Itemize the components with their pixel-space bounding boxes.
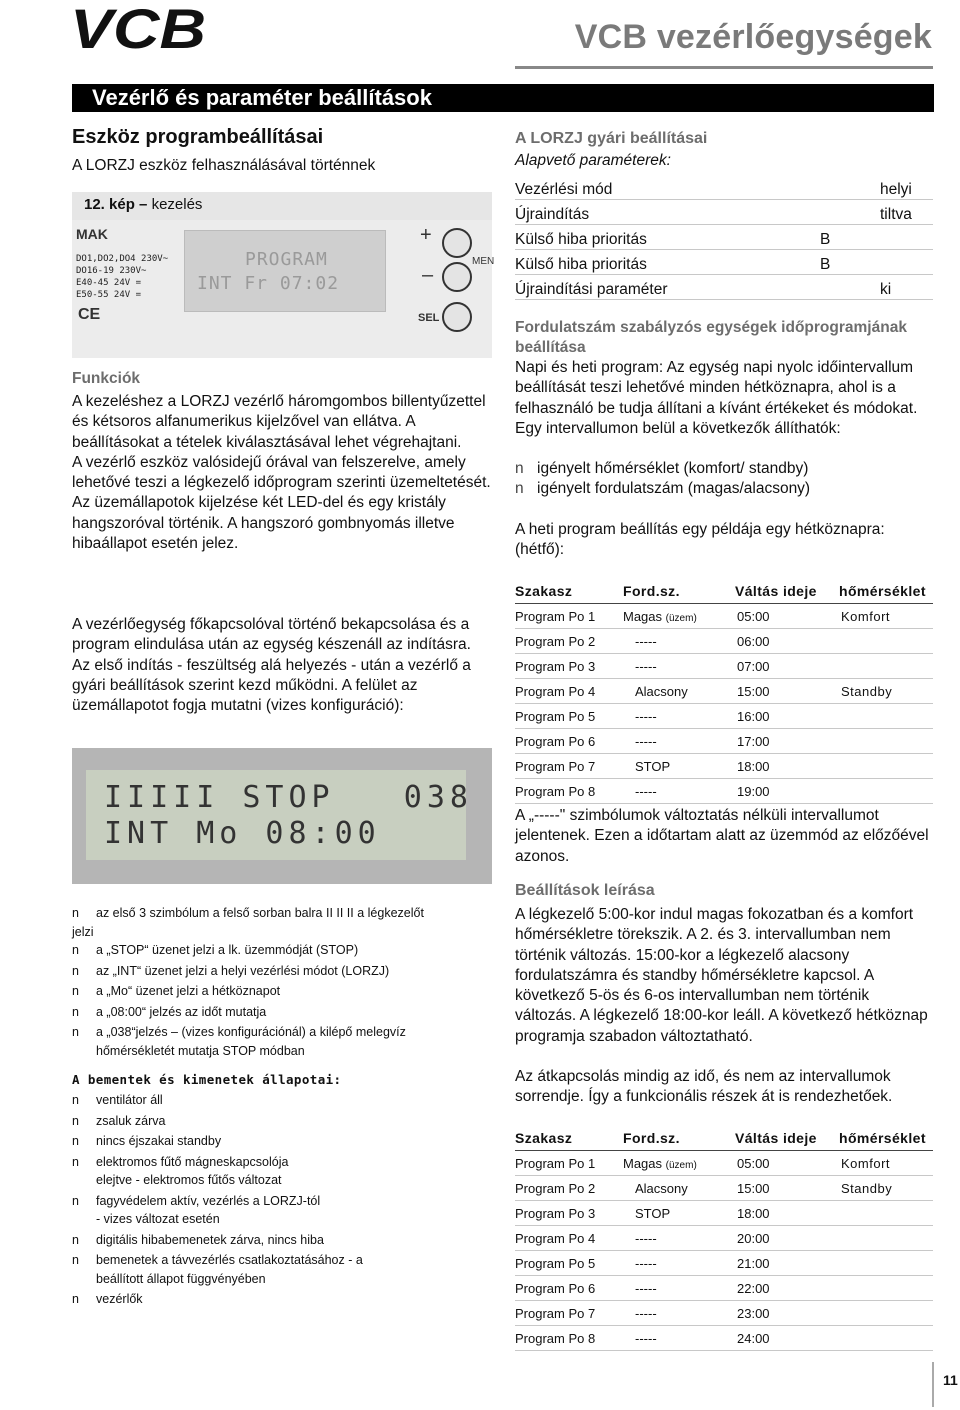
controller-panel xyxy=(72,220,495,358)
column-header: Váltás ideje xyxy=(735,579,839,604)
cell-hom xyxy=(839,1251,933,1276)
cell-szakasz: Program Po 7 xyxy=(515,1301,623,1326)
param-name: Újraindítási paraméter xyxy=(515,275,820,300)
cell-ford xyxy=(623,629,735,654)
ford-value: ----- xyxy=(635,1280,657,1296)
desc-para-2: Az átkapcsolás mindig az idő, és nem az intervallumok sorrendje. Így a funkcionális részek át is rendezhetőek. xyxy=(515,1068,893,1106)
ford-note: (üzem) xyxy=(665,612,697,624)
cell-szakasz: Program Po 5 xyxy=(515,704,623,729)
sel-button[interactable] xyxy=(442,302,472,332)
list-item: n elektromos fűtő mágneskapcsolója xyxy=(72,1153,492,1172)
table-row xyxy=(515,175,933,200)
menu-label: MEN xyxy=(472,256,495,267)
ford-value: ----- xyxy=(635,708,657,724)
list-item: n a „08:00“ jelzés az időt mutatja xyxy=(72,1003,492,1022)
table-row xyxy=(515,704,933,729)
funkciok-para: A kezeléshez a LORZJ vezérlő háromgombos billentyűzettel és kétsoros alfanumerikus kijelzővel van ellátva. A beállításokat a tételek kiválasztásával lehet végrehajtani. xyxy=(72,393,486,451)
cell-ford xyxy=(623,754,735,779)
cell-hom xyxy=(839,1326,933,1351)
cell-ford xyxy=(623,1301,735,1326)
bullet-marker: n xyxy=(72,1113,79,1128)
small-lcd xyxy=(184,230,386,312)
cell-ford xyxy=(623,704,735,729)
cell-ford xyxy=(623,729,735,754)
vcb-logo xyxy=(70,0,210,60)
lcd-bullets xyxy=(72,904,492,1060)
ford-value: STOP xyxy=(635,1205,671,1221)
ford-value: ----- xyxy=(635,733,657,749)
header-rule xyxy=(515,66,933,69)
cell-ford xyxy=(623,1326,735,1351)
table-row xyxy=(515,250,933,275)
param-value: ki xyxy=(880,275,933,300)
list-item: n vezérlők xyxy=(72,1290,492,1309)
spec-line: DO1,DO2,DO4 230V~ xyxy=(76,254,169,264)
brand-fragment: MAK xyxy=(76,226,108,242)
table-row xyxy=(515,1251,933,1276)
param-mid: B xyxy=(820,225,880,250)
cell-ford xyxy=(623,1151,735,1176)
cell-hom xyxy=(839,779,933,804)
table-header-row xyxy=(515,579,933,604)
table-row xyxy=(515,1201,933,1226)
lcd-line1: IIIII STOP 038 xyxy=(104,780,473,815)
cell-ido: 18:00 xyxy=(735,1201,839,1226)
table-row xyxy=(515,1276,933,1301)
desc-title: Beállítások leírása xyxy=(515,882,655,899)
param-mid: B xyxy=(820,250,880,275)
cell-szakasz: Program Po 8 xyxy=(515,1326,623,1351)
param-value xyxy=(880,225,933,250)
table-row xyxy=(515,729,933,754)
cell-szakasz: Program Po 4 xyxy=(515,679,623,704)
cell-szakasz: Program Po 4 xyxy=(515,1226,623,1251)
cell-hom xyxy=(839,729,933,754)
left-heading: Eszköz programbeállításai xyxy=(72,126,324,148)
cell-ford xyxy=(623,1276,735,1301)
cell-ido: 07:00 xyxy=(735,654,839,679)
cell-ford xyxy=(623,1226,735,1251)
factory-title: A LORZJ gyári beállításai xyxy=(515,130,708,147)
desc-para-1: A légkezelő 5:00-kor indul magas fokozatban és a komfort hőmérsékletre törekszik. A 2. és 3. intervallumban nem történik változás. 15:00-kor a légkezelő alacsony fordulatszámra és standby hőmérsékletre kapcsol. A következő 5-ös és 6-os intervallumban nem történik változás. A légkezelő 18:00-kor leáll. A következő hétköznap programja szabadon változtatható. xyxy=(515,906,928,1045)
bullet-marker: n xyxy=(72,1292,79,1306)
table-row xyxy=(515,200,933,225)
table-row xyxy=(515,1151,933,1176)
ford-value: Alacsony xyxy=(635,683,688,699)
ford-value: Alacsony xyxy=(635,1180,688,1196)
cell-ido: 16:00 xyxy=(735,704,839,729)
bullet-marker: n xyxy=(72,943,79,957)
bullet-marker: n xyxy=(72,1004,79,1019)
param-name: Külső hiba prioritás xyxy=(515,250,820,275)
ford-note: (üzem) xyxy=(665,1159,697,1171)
cell-ido: 05:00 xyxy=(735,604,839,629)
cell-ford xyxy=(623,679,735,704)
cell-szakasz: Program Po 5 xyxy=(515,1251,623,1276)
figure-caption-num: 12. kép xyxy=(84,196,135,213)
param-value xyxy=(880,250,933,275)
lcd-display-figure xyxy=(72,748,492,884)
ford-value: ----- xyxy=(635,1255,657,1271)
sel-label: SEL xyxy=(418,312,440,324)
cell-szakasz: Program Po 6 xyxy=(515,729,623,754)
cell-ido: 21:00 xyxy=(735,1251,839,1276)
example-intro: A heti program beállítás egy példája egy hétköznapra: (hétfő): xyxy=(515,521,885,559)
section-banner: Vezérlő és paraméter beállítások xyxy=(72,84,934,112)
param-mid xyxy=(820,200,880,225)
cell-ido: 18:00 xyxy=(735,754,839,779)
main-para: A vezérlőegység főkapcsolóval történő bekapcsolása és a program elindulása után az egység készenáll az indításra. Az első indítás - feszültség alá helyezés - után a vezérlő a gyári beállítások szerint kezd működni. A felület az üzemállapotot fogja mutatni (vizes konfiguráció): xyxy=(72,616,471,715)
cell-ido: 19:00 xyxy=(735,779,839,804)
param-table xyxy=(515,175,933,300)
cell-ido: 15:00 xyxy=(735,679,839,704)
bullet-marker: n xyxy=(72,1154,79,1169)
list-item: n az első 3 szimbólum a felső sorban balra II II II a légkezelőt xyxy=(72,904,492,923)
cell-hom: Komfort xyxy=(839,604,933,629)
ford-value: ----- xyxy=(635,1230,657,1246)
bullet-marker: n xyxy=(515,480,524,498)
table-row xyxy=(515,679,933,704)
plus-label: + xyxy=(420,224,432,246)
cell-hom xyxy=(839,654,933,679)
list-item-wrap: hőmérsékletét mutatja STOP módban xyxy=(96,1043,305,1058)
table-row xyxy=(515,275,933,300)
cell-ford xyxy=(623,604,735,629)
list-item-wrap: elejtve - elektromos fűtős változat xyxy=(96,1173,282,1187)
cell-hom xyxy=(839,1301,933,1326)
minus-button[interactable] xyxy=(442,262,472,292)
cell-ido: 15:00 xyxy=(735,1176,839,1201)
param-name: Vezérlési mód xyxy=(515,175,820,200)
param-mid xyxy=(820,175,880,200)
logo-text: VCB xyxy=(70,0,206,60)
column-header: Szakasz xyxy=(515,579,623,604)
bullet-marker: n xyxy=(72,1093,79,1107)
cell-hom xyxy=(839,1201,933,1226)
small-lcd-line2: INT Fr 07:02 xyxy=(197,273,340,294)
page-title: VCB vezérlőegységek xyxy=(574,18,932,56)
table-header-row xyxy=(515,1126,933,1151)
cell-szakasz: Program Po 3 xyxy=(515,1201,623,1226)
cell-szakasz: Program Po 1 xyxy=(515,604,623,629)
cell-szakasz: Program Po 2 xyxy=(515,1176,623,1201)
column-header: Ford.sz. xyxy=(623,1126,735,1151)
table-row xyxy=(515,754,933,779)
figure-caption xyxy=(84,196,202,213)
lcd-line2: INT Mo 08:00 xyxy=(104,816,381,851)
ford-value: ----- xyxy=(635,658,657,674)
cell-ford xyxy=(623,1201,735,1226)
spec-line: DO16-19 230V~ xyxy=(76,266,147,276)
column-header: Szakasz xyxy=(515,1126,623,1151)
list-item: n nincs éjszakai standby xyxy=(72,1132,492,1151)
factory-subtitle: Alapvető paraméterek: xyxy=(515,152,671,169)
list-item: n bemenetek a távvezérlés csatlakoztatásához - a xyxy=(72,1251,492,1270)
ford-value: STOP xyxy=(635,758,671,774)
dash-note: A „-----" szimbólumok változtatás nélküli intervallumot jelentenek. Ezen a időtartam alatt az üzemmód az előzőével azonos. xyxy=(515,807,929,865)
list-item: n fagyvédelem aktív, vezérlés a LORZJ-tól xyxy=(72,1192,492,1211)
bullet-marker: n xyxy=(72,1232,79,1247)
param-value: helyi xyxy=(880,175,933,200)
page-number-rule xyxy=(932,1362,934,1407)
cell-szakasz: Program Po 8 xyxy=(515,779,623,804)
param-name: Újraindítás xyxy=(515,200,820,225)
list-item: n a „038“jelzés – (vizes konfigurációnál) a kilépő melegvíz xyxy=(72,1023,492,1042)
cell-hom xyxy=(839,704,933,729)
ford-value: ----- xyxy=(635,1330,657,1346)
ford-value: Magas xyxy=(623,1155,663,1171)
table-row xyxy=(515,1326,933,1351)
program-table-2 xyxy=(515,1126,933,1351)
figure-caption-dash: – xyxy=(139,196,148,213)
small-lcd-line1: PROGRAM xyxy=(245,249,328,270)
column-header: hőmérséklet xyxy=(839,579,933,604)
schedule-title: Fordulatszám szabályzós egységek időprogramjának beállítása xyxy=(515,319,907,356)
bullet-marker: n xyxy=(72,1134,79,1148)
cell-hom: Standby xyxy=(839,1176,933,1201)
list-item: n zsaluk zárva xyxy=(72,1112,492,1131)
cell-hom xyxy=(839,1226,933,1251)
table-row xyxy=(515,779,933,804)
cell-szakasz: Program Po 3 xyxy=(515,654,623,679)
bullet-marker: n xyxy=(72,1253,79,1267)
schedule-para: Napi és heti program: Az egység napi nyolc időintervallum beállítását teszi lehetővé minden hétköznapra, ahol is a felhasználó be tudja állítani a kívánt értékeket és módokat. Egy intervallumon belül a következők állíthatók: xyxy=(515,359,918,437)
page-number: 11 xyxy=(943,1372,958,1388)
states-title: A bementek és kimenetek állapotai: xyxy=(72,1072,342,1087)
spec-line: E40-45 24V = xyxy=(76,278,142,288)
figure-12 xyxy=(72,192,495,358)
ce-mark: CE xyxy=(78,306,101,323)
table-row xyxy=(515,1301,933,1326)
bullet-marker: n xyxy=(515,460,524,477)
bullet-marker: n xyxy=(72,906,79,920)
funkciok-title: Funkciók xyxy=(72,370,141,387)
bullet-marker: n xyxy=(72,984,79,998)
list-item-wrap: beállított állapot függvényében xyxy=(96,1271,266,1286)
list-item: n az „INT“ üzenet jelzi a helyi vezérlési módot (LORZJ) xyxy=(72,962,492,981)
list-item: n a „Mo“ üzenet jelzi a hétköznapot xyxy=(72,982,492,1001)
ford-value: ----- xyxy=(635,633,657,649)
cell-ido: 22:00 xyxy=(735,1276,839,1301)
bullet-marker: n xyxy=(72,1025,79,1039)
column-header: hőmérséklet xyxy=(839,1126,933,1151)
cell-szakasz: Program Po 2 xyxy=(515,629,623,654)
param-value: tiltva xyxy=(880,200,933,225)
cell-ido: 23:00 xyxy=(735,1301,839,1326)
cell-hom: Komfort xyxy=(839,1151,933,1176)
table-row xyxy=(515,225,933,250)
spec-line: E50-55 24V = xyxy=(76,290,142,300)
left-intro: A LORZJ eszköz felhasználásával történnek xyxy=(72,157,376,174)
column-header: Ford.sz. xyxy=(623,579,735,604)
table-row xyxy=(515,629,933,654)
param-name: Külső hiba prioritás xyxy=(515,225,820,250)
cell-ido: 05:00 xyxy=(735,1151,839,1176)
list-item: n igényelt fordulatszám (magas/alacsony) xyxy=(515,479,933,499)
list-item: n igényelt hőmérséklet (komfort/ standby) xyxy=(515,459,933,479)
cell-ido: 24:00 xyxy=(735,1326,839,1351)
table-row xyxy=(515,1226,933,1251)
table-row xyxy=(515,604,933,629)
cell-szakasz: Program Po 6 xyxy=(515,1276,623,1301)
table-row xyxy=(515,1176,933,1201)
minus-label: – xyxy=(422,264,434,286)
cell-ford xyxy=(623,779,735,804)
funkciok-para: Az üzemállapotok kijelzése két LED-del és egy kristály hangszoróval történik. A hangszoró gombnyomás illetve hibaállapot esetén jelez. xyxy=(72,494,455,553)
cell-ido: 20:00 xyxy=(735,1226,839,1251)
table-row xyxy=(515,654,933,679)
cell-ford xyxy=(623,1251,735,1276)
schedule-bullets xyxy=(515,459,933,500)
figure-caption-text: kezelés xyxy=(151,196,203,213)
list-item: n a „STOP“ üzenet jelzi a lk. üzemmódját (STOP) xyxy=(72,941,492,960)
ford-value: ----- xyxy=(635,1305,657,1321)
cell-szakasz: Program Po 7 xyxy=(515,754,623,779)
states-list xyxy=(72,1091,492,1309)
list-item: n ventilátor áll xyxy=(72,1091,492,1110)
bullet-marker: n xyxy=(72,963,79,978)
cell-hom: Standby xyxy=(839,679,933,704)
funkciok-para: A vezérlő eszköz valósidejű órával van felszerelve, amely lehetővé teszi a légkezelő időprogram szerinti üzemeltetését. xyxy=(72,453,491,492)
bullet-marker: n xyxy=(72,1193,79,1208)
cell-hom xyxy=(839,629,933,654)
plus-button[interactable] xyxy=(442,228,472,258)
list-item-wrap: jelzi xyxy=(72,924,94,939)
cell-ido: 06:00 xyxy=(735,629,839,654)
param-mid xyxy=(820,275,880,300)
program-table-1 xyxy=(515,579,933,804)
cell-szakasz: Program Po 1 xyxy=(515,1151,623,1176)
ford-value: ----- xyxy=(635,783,657,799)
ford-value: Magas xyxy=(623,608,663,624)
column-header: Váltás ideje xyxy=(735,1126,839,1151)
lcd-display xyxy=(86,770,473,860)
cell-ido: 17:00 xyxy=(735,729,839,754)
cell-ford xyxy=(623,654,735,679)
funkciok-body xyxy=(72,392,492,554)
cell-ford xyxy=(623,1176,735,1201)
list-item: n digitális hibabemenetek zárva, nincs hiba xyxy=(72,1231,492,1250)
list-item-wrap: - vizes változat esetén xyxy=(96,1212,220,1226)
cell-hom xyxy=(839,1276,933,1301)
cell-hom xyxy=(839,754,933,779)
